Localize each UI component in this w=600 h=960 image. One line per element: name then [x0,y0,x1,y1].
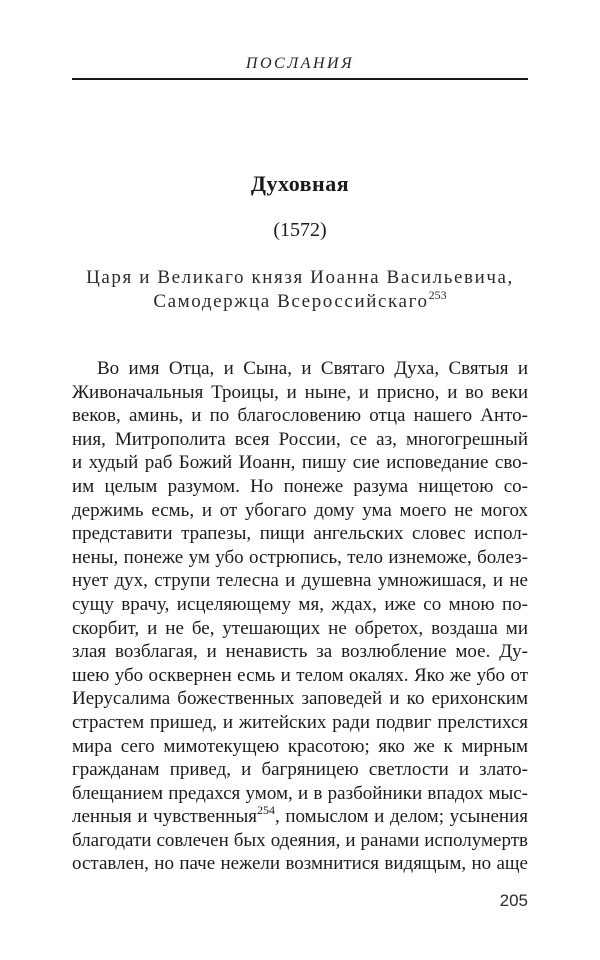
footnote-ref: 254 [256,802,275,817]
page-title: Духовная [250,171,350,196]
body-text-line: и худый раб Божий Иоанн, пишу сие исповедание сво- [72,452,528,474]
body-text-line: нует дух, струпи телесна и душевна умножишася, и не [72,570,528,592]
body-text-line: оставлен, но паче нежели возмнитися видящым, но аще [72,853,528,875]
body-text-line: сущу врачу, исцеляющему мя, ждах, иже со мною по- [72,593,528,615]
body-text-line: блещанием предахся умом, и в разбойники впадох мыс- [72,782,528,804]
subtitle-line-2-text: Самодержца Всероссийскаго [153,291,429,312]
header-rule [72,78,528,80]
body-text-line: злая возблагая, и ненависть за возлюбление мое. Ду- [72,641,528,663]
body-text-line: представити трапезы, пищи ангельских словес испол- [72,523,528,545]
body-text-line: благодати совлечен бых одеяния, и ранами исполумертв [72,829,528,851]
body-text-line: гражданам привед, и багряницею светлости и злато- [72,759,528,781]
body-text-line [72,802,528,829]
body-text-line: Во имя Отца, и Сына, и Святаго Духа, Святыя и [97,358,528,379]
text-segment: ленныя и чувственныя [72,806,257,828]
body-text-line: страстем пришед, и житейских ради подвиг прелстихся [72,711,528,733]
body-text-line: скорбит, и не бе, утешающих не обретох, воздаша ми [72,617,528,639]
body-text-line: им целым разумом. Но понеже разума нищетою со- [72,475,528,497]
text-segment: , помыслом и делом; усынения [274,806,528,828]
body-text-line: шею убо осквернен есмь и телом окалях. Яко же убо от [72,664,528,686]
body-text-line: Живоначальныя Троицы, и ныне, и присно, и во веки [72,381,528,403]
body-text-line: нены, понеже ум убо острюпись, тело изнеможе, болез- [72,546,528,568]
body-text-line: держимь есмь, и от убогаго дому ума моего не могох [72,499,528,521]
date-label: (1572) [273,219,327,241]
footnote-ref-253: 253 [428,287,447,302]
body-text-line: мира сего мимотекущею красотою; яко же к мирным [72,735,528,757]
running-head: ПОСЛАНИЯ [245,55,355,72]
subtitle-line-2 [40,287,560,314]
body-text-line: ния, Митрополита всея России, се аз, многогрешный [72,428,528,450]
body-text-line: Иерусалима божественных заповедей и ко ерихонским [72,688,528,710]
body-paragraph [72,357,528,876]
subtitle [40,266,560,314]
page-number: 205 [499,891,528,910]
subtitle-line-1: Царя и Великаго князя Иоанна Васильевича, [86,267,514,288]
body-text-line: веков, аминь, и по благословению отца нашего Анто- [72,405,528,427]
